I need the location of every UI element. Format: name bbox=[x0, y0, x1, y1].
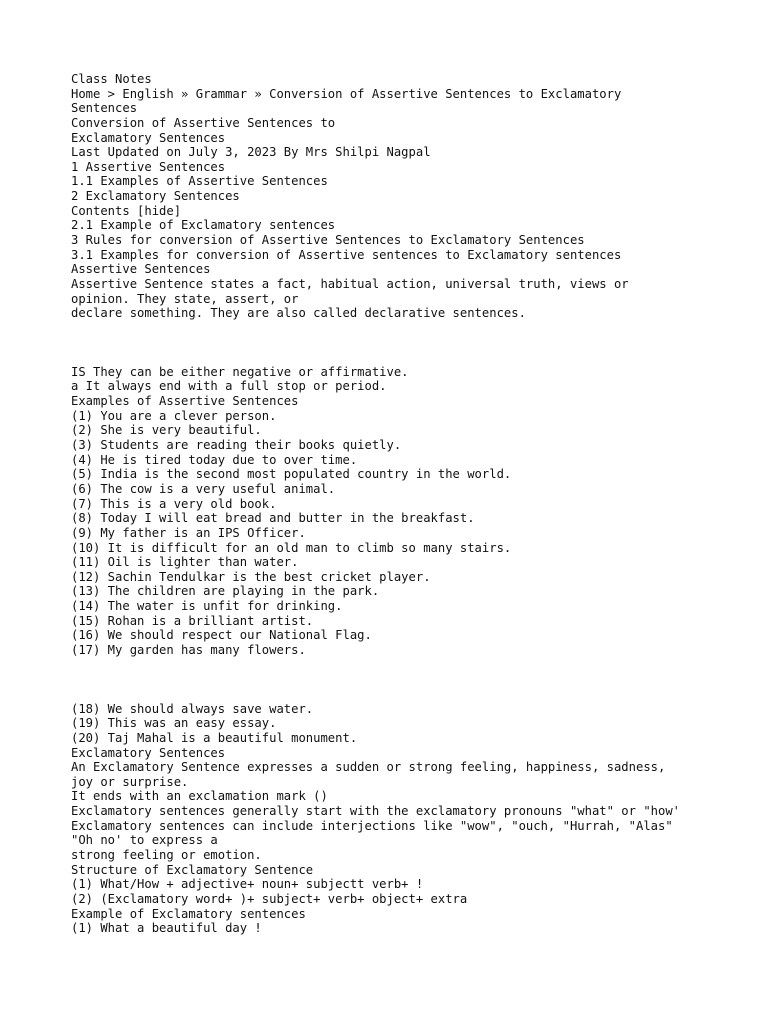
text-line: (16) We should respect our National Flag. bbox=[71, 628, 372, 643]
text-line: Examples of Assertive Sentences bbox=[71, 394, 299, 409]
text-line: (5) India is the second most populated country in the world. bbox=[71, 467, 512, 482]
text-line: Exclamatory sentences can include interjections like "wow", "ouch, "Hurrah, "Alas" bbox=[71, 818, 673, 833]
text-line: 1.1 Examples of Assertive Sentences bbox=[71, 174, 328, 189]
text-line: 3 Rules for conversion of Assertive Sentences to Exclamatory Sentences bbox=[71, 233, 585, 248]
text-line: Assertive Sentences bbox=[71, 262, 211, 277]
text-line: It ends with an exclamation mark () bbox=[71, 789, 328, 804]
text-line: Example of Exclamatory sentences bbox=[71, 906, 306, 921]
text-line: Contents [hide] bbox=[71, 203, 182, 218]
text-line: Conversion of Assertive Sentences to bbox=[71, 115, 336, 130]
text-line: (2) She is very beautiful. bbox=[71, 423, 262, 438]
text-line: (1) What/How + adjective+ noun+ subjectt verb+ ! bbox=[71, 877, 424, 892]
text-line: "Oh no' to express a bbox=[71, 833, 218, 848]
text-line: (11) Oil is lighter than water. bbox=[71, 555, 299, 570]
text-line: (6) The cow is a very useful animal. bbox=[71, 481, 336, 496]
text-line: (18) We should always save water. bbox=[71, 701, 314, 716]
text-line: strong feeling or emotion. bbox=[71, 847, 262, 862]
text-line: (20) Taj Mahal is a beautiful monument. bbox=[71, 730, 358, 745]
text-line: (1) What a beautiful day ! bbox=[71, 921, 262, 936]
paragraph-gap bbox=[71, 658, 731, 702]
text-line: Home > English » Grammar » Conversion of Assertive Sentences to Exclamatory bbox=[71, 86, 622, 101]
text-line: An Exclamatory Sentence expresses a sudden or strong feeling, happiness, sadness, bbox=[71, 760, 666, 775]
text-line: (15) Rohan is a brilliant artist. bbox=[71, 613, 314, 628]
text-line: Exclamatory sentences generally start with the exclamatory pronouns "what" or "how' bbox=[71, 804, 681, 819]
text-line: Sentences bbox=[71, 101, 138, 116]
text-line: (14) The water is unfit for drinking. bbox=[71, 599, 343, 614]
text-line: opinion. They state, assert, or bbox=[71, 291, 299, 306]
text-line: (13) The children are playing in the park. bbox=[71, 584, 380, 599]
text-block-assertive-examples bbox=[71, 365, 731, 658]
text-line: Assertive Sentence states a fact, habitual action, universal truth, views or bbox=[71, 276, 629, 291]
text-line: a It always end with a full stop or period. bbox=[71, 379, 387, 394]
text-line: declare something. They are also called declarative sentences. bbox=[71, 306, 526, 321]
text-line: (9) My father is an IPS Officer. bbox=[71, 525, 306, 540]
text-line: Exclamatory Sentences bbox=[71, 130, 226, 145]
text-line: (8) Today I will eat bread and butter in the breakfast. bbox=[71, 511, 475, 526]
text-line: Last Updated on July 3, 2023 By Mrs Shilpi Nagpal bbox=[71, 145, 431, 160]
text-line: (19) This was an easy essay. bbox=[71, 716, 277, 731]
text-block-exclamatory bbox=[71, 702, 731, 936]
text-line: (3) Students are reading their books quietly. bbox=[71, 438, 402, 453]
text-line: (1) You are a clever person. bbox=[71, 408, 277, 423]
text-block-intro bbox=[71, 72, 731, 321]
text-line: 1 Assertive Sentences bbox=[71, 159, 226, 174]
text-line: (10) It is difficult for an old man to climb so many stairs. bbox=[71, 540, 512, 555]
text-line: 3.1 Examples for conversion of Assertive sentences to Exclamatory sentences bbox=[71, 247, 622, 262]
document-body bbox=[71, 72, 731, 936]
text-line: (12) Sachin Tendulkar is the best cricket player. bbox=[71, 569, 431, 584]
text-line: Structure of Exclamatory Sentence bbox=[71, 862, 314, 877]
paragraph-gap bbox=[71, 321, 731, 365]
text-line: Class Notes bbox=[71, 72, 152, 86]
text-line: (4) He is tired today due to over time. bbox=[71, 452, 358, 467]
text-line: IS They can be either negative or affirmative. bbox=[71, 364, 409, 379]
text-line: 2.1 Example of Exclamatory sentences bbox=[71, 218, 336, 233]
text-line: Exclamatory Sentences bbox=[71, 745, 226, 760]
text-line: joy or surprise. bbox=[71, 774, 189, 789]
text-line: (17) My garden has many flowers. bbox=[71, 643, 306, 657]
text-line: (7) This is a very old book. bbox=[71, 496, 277, 511]
text-line: 2 Exclamatory Sentences bbox=[71, 189, 240, 204]
text-line: (2) (Exclamatory word+ )+ subject+ verb+ object+ extra bbox=[71, 891, 468, 906]
